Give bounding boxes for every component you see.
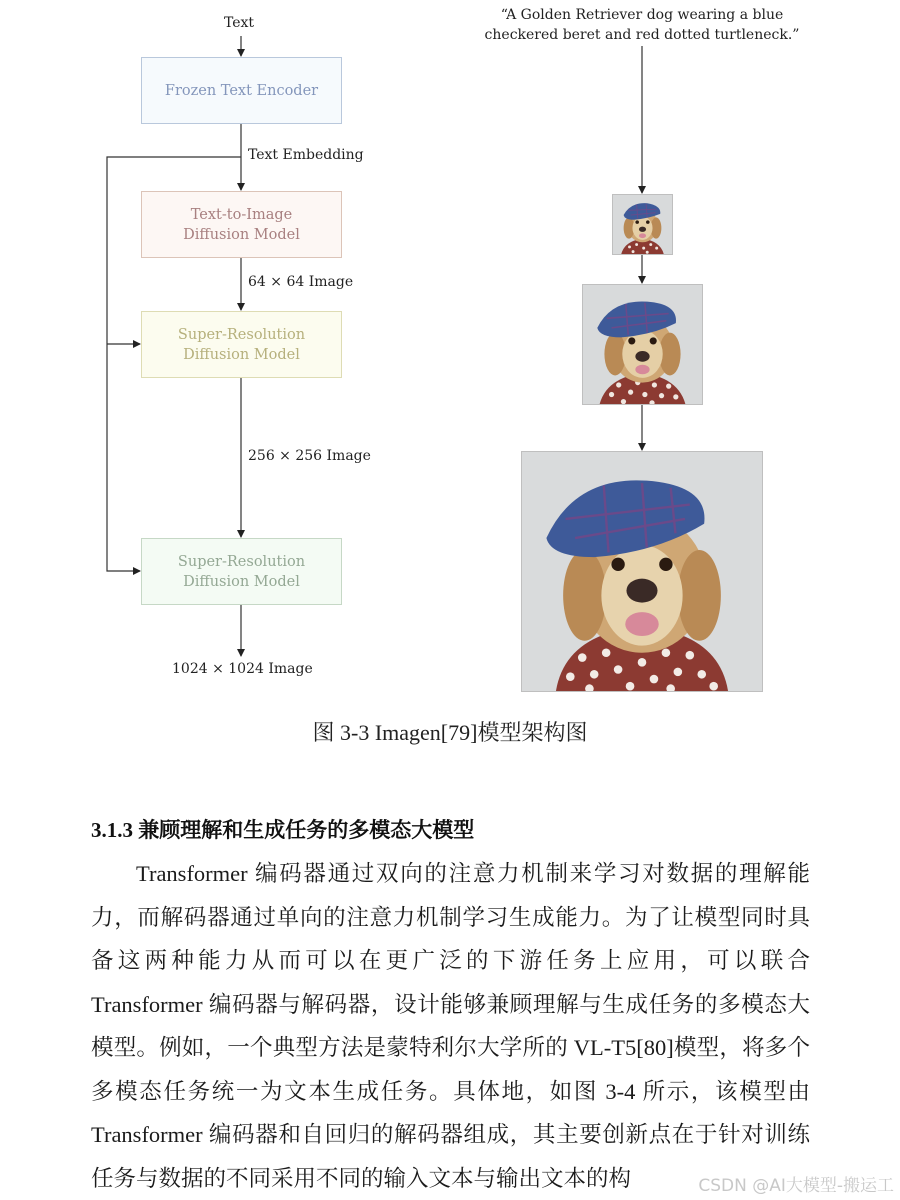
body-paragraph xyxy=(91,852,810,1200)
golden-retriever-icon xyxy=(522,452,762,691)
res-1024-label: 1024 × 1024 Image xyxy=(172,661,313,677)
input-text-label: Text xyxy=(224,15,255,31)
box-label-line1: Super-Resolution xyxy=(177,326,306,343)
super-resolution-box-2 xyxy=(141,538,342,605)
res-64-label: 64 × 64 Image xyxy=(248,274,354,290)
dog-image-1024 xyxy=(521,451,763,692)
super-resolution-box-1 xyxy=(141,311,342,378)
dog-image-64 xyxy=(612,194,673,255)
box-label-line2: Diffusion Model xyxy=(183,226,300,243)
prompt-line-1: “A Golden Retriever dog wearing a blue xyxy=(500,7,784,23)
box-label: Frozen Text Encoder xyxy=(164,82,319,99)
golden-retriever-icon xyxy=(613,195,672,254)
watermark: CSDN @AI大模型-搬运工 xyxy=(698,1176,894,1196)
box-label-line1: Text-to-Image xyxy=(190,206,293,223)
golden-retriever-icon xyxy=(583,285,702,404)
text-to-image-diffusion-box xyxy=(141,191,342,258)
section-heading: 3.1.3 兼顾理解和生成任务的多模态大模型 xyxy=(91,818,475,842)
dog-image-256 xyxy=(582,284,703,405)
prompt-text xyxy=(470,5,814,45)
box-label-line1: Super-Resolution xyxy=(177,553,306,570)
box-label-line2: Diffusion Model xyxy=(183,573,300,590)
res-256-label: 256 × 256 Image xyxy=(248,448,371,464)
text-embedding-label: Text Embedding xyxy=(248,147,364,163)
figure-caption: 图 3-3 Imagen[79]模型架构图 xyxy=(312,720,588,745)
paragraph-text: Transformer 编码器通过双向的注意力机制来学习对数据的理解能力，而解码器通过单向的注意力机制学习生成能力。为了让模型同时具备这两种能力从而可以在更广泛的下游任务上应用，可以联合 Transformer 编码器与解码器，设计能够兼顾理解与生成任务的多模态大模型。例如，一个典型方法是蒙特利尔大学所的 VL-T5[80]模型，将多个多模态任务统一为文本生成任务。具体地，如图 3-4 所示，该模型由 Transformer 编码器和自回归的解码器组成，其主要创新点在于针对训练任务与数据的不同采用不同的输入文本与输出文本的构 xyxy=(91,861,810,1191)
frozen-text-encoder-box xyxy=(141,57,342,124)
prompt-line-2: checkered beret and red dotted turtleneck.” xyxy=(484,27,800,43)
box-label-line2: Diffusion Model xyxy=(183,346,300,363)
